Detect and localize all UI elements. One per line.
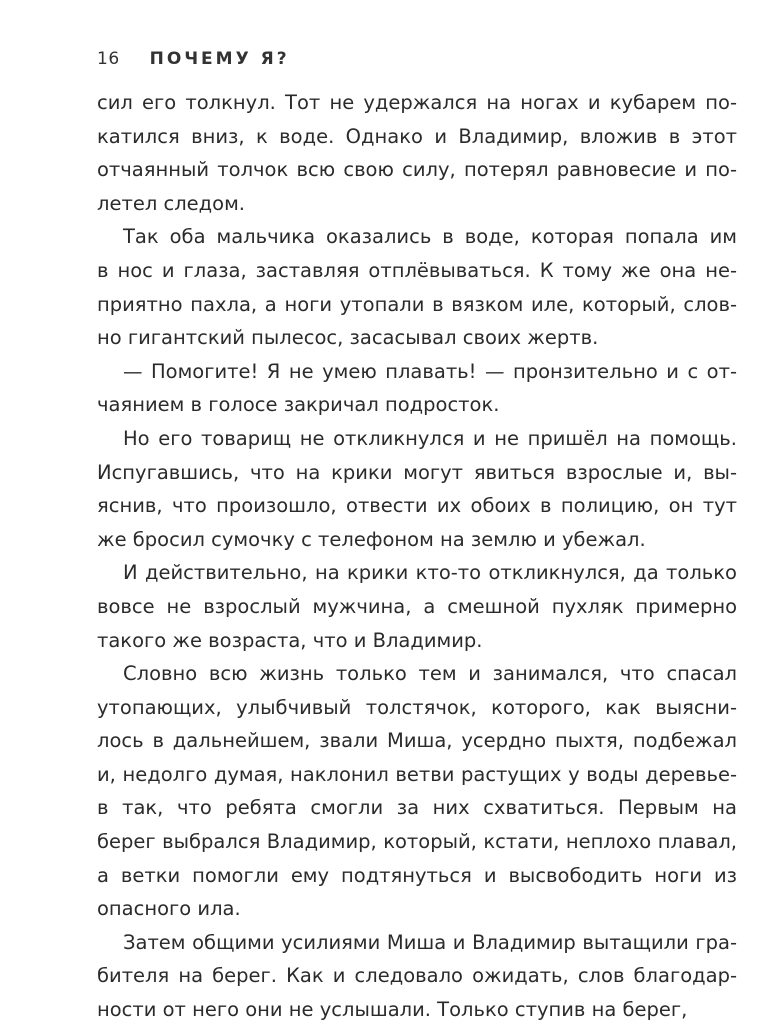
body-text xyxy=(97,86,737,1027)
paragraph xyxy=(97,657,737,926)
text-line: катился вниз, к воде. Однако и Владимир, вложив в этот xyxy=(97,124,737,148)
paragraph xyxy=(97,355,737,422)
text-line: в нос и глаза, заставляя отплёвываться. К тому же она не- xyxy=(97,258,737,282)
text-line: Словно всю жизнь только тем и занимался, что спасал xyxy=(123,662,737,686)
text-line: летел следом. xyxy=(97,191,245,215)
text-line: в так, что ребята смогли за них схватиться. Первым на xyxy=(97,796,737,820)
text-line: утопающих, улыбчивый толстячок, которого, как выясни- xyxy=(97,695,737,719)
text-line: чаянием в голосе закричал подросток. xyxy=(97,393,500,417)
text-line: Испугавшись, что на крики могут явиться взрослые и, вы- xyxy=(97,460,737,484)
text-line: Так оба мальчика оказались в воде, которая попала им xyxy=(123,225,737,249)
paragraph xyxy=(97,926,737,1027)
page-number: 16 xyxy=(97,49,120,69)
text-line: Но его товарищ не откликнулся и не пришёл на помощь. xyxy=(123,426,737,450)
text-line: — Помогите! Я не умею плавать! — пронзительно и с от- xyxy=(123,359,737,383)
text-line: берег выбрался Владимир, который, кстати, неплохо плавал, xyxy=(97,830,737,854)
text-line: опасного ила. xyxy=(97,897,241,921)
paragraph xyxy=(97,422,737,556)
text-line: такого же возраста, что и Владимир. xyxy=(97,628,483,652)
text-line: отчаянный толчок всю свою силу, потерял равновесие и по- xyxy=(97,158,737,182)
text-line: приятно пахла, а ноги утопали в вязком иле, который, слов- xyxy=(97,292,737,316)
text-line: яснив, что произошло, отвести их обоих в полицию, он тут xyxy=(97,494,737,518)
text-line: же бросил сумочку с телефоном на землю и убежал. xyxy=(97,527,646,551)
section-title: ПОЧЕМУ Я? xyxy=(149,49,290,69)
text-line: ности от него они не услышали. Только ступив на берег, xyxy=(97,998,688,1022)
paragraph xyxy=(97,220,737,354)
text-line: И действительно, на крики кто-то откликнулся, да только xyxy=(123,561,737,585)
text-line: Затем общими усилиями Миша и Владимир вытащили гра- xyxy=(123,930,737,954)
text-line: и, недолго думая, наклонил ветви растущих у воды деревье- xyxy=(97,762,737,786)
text-line: лось в дальнейшем, звали Миша, усердно пыхтя, подбежал xyxy=(97,729,737,753)
text-line: а ветки помогли ему подтянуться и высвободить ноги из xyxy=(97,863,737,887)
text-line: сил его толкнул. Тот не удержался на ногах и кубарем по- xyxy=(97,91,737,114)
paragraph xyxy=(97,86,737,220)
paragraph xyxy=(97,556,737,657)
text-line: бителя на берег. Как и следовало ожидать, слов благодар- xyxy=(97,964,737,988)
text-line: но гигантский пылесос, засасывал своих жертв. xyxy=(97,326,599,350)
running-head xyxy=(97,44,290,74)
text-line: вовсе не взрослый мужчина, а смешной пухляк примерно xyxy=(97,594,737,618)
